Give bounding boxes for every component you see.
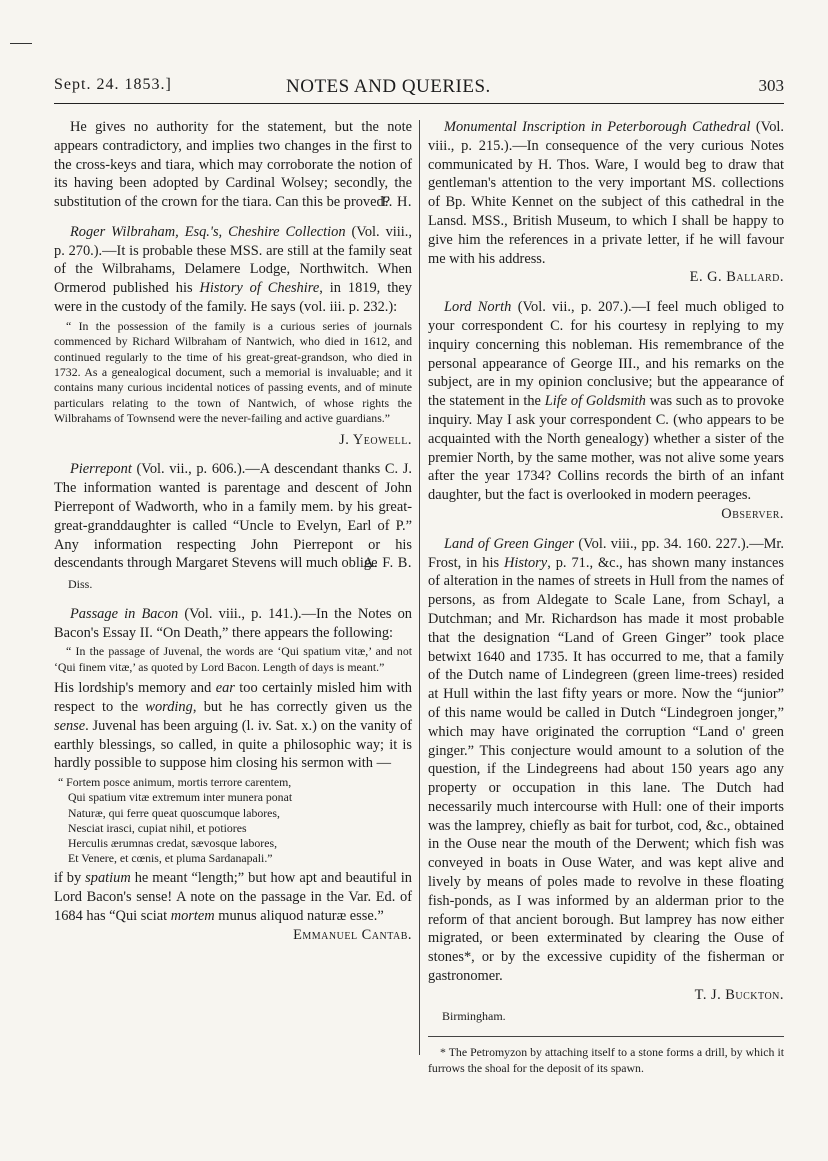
header-rule	[54, 103, 784, 104]
place-name: Birmingham.	[442, 1008, 506, 1023]
entry-lord-north	[428, 298, 784, 524]
verse-line: “ Fortem posce animum, mortis terrore carentem,	[58, 775, 292, 790]
issue-date: Sept. 24. 1853.]	[54, 76, 172, 93]
verse-line: Nesciat irasci, cupiat nihil, et potiores	[68, 820, 247, 835]
entry-heading: Roger Wilbraham, Esq.'s, Cheshire Collection	[70, 223, 346, 240]
entry-body: Pierrepont (Vol. vii., p. 606.).—A descendant thanks C. J. The information wanted is parentage and descent of John Pierrepont of Wadworth, who in a family mem. by his great-great-granddaughter is called “Uncle to Evelyn, Earl of P.” Any information respecting John Pierrepont or his descendants through Margaret Stevens will much oblige	[54, 461, 412, 572]
signature: A. F. B.	[363, 555, 412, 572]
signature: E. G. Ballard.	[689, 269, 784, 286]
entry-body: Land of Green Ginger (Vol. viii., pp. 34. 160. 227.).—Mr. Frost, in his History, p. 71., &c., has shown many instances of alteration in the names of streets in Hull from the names of persons, as from Aldegate to Scale Lane, from Schayl, a Dutchman; and Mr. Richardson has made it most probable that the designation “Land of Green Ginger” took place betwixt 1640 and 1735. It has occurred to me, that a family of the Dutch name of Lindegreen (green lime-trees) resided at Hull within the last fifty years or more. Now the “junior” of this name would be called in Dutch “Lindegroen jonger,” which may have originated the corruption “Land o' green ginger.” This conjecture would amount to a solution of the question, if the Lindegreens had about 150 years ago any property or occupation in this lane. The Dutch had necessarily much intercourse with Hull: one of their imports was the lamprey, chiefly as bait for turbot, cod, &c., obtained in the Ouse near the mouth of the Derwent; which fish was conveyed in boats in Ouse Water, and was kept alive and lively by means of poles made to revolve in these floating fish-ponds, as I was informed by an alderman prior to the reform of that ancient borough. But lamprey has now either migrated, or been exterminated by clearing the Ouse of stones*, or by the excessive cupidity of the fisherman or gastronomer.	[428, 535, 785, 985]
journal-title: NOTES AND QUERIES.	[286, 76, 491, 97]
entry-body: His lordship's memory and ear too certainly misled him with respect to the wording, but he has correctly given us the sense. Juvenal has been arguing (l. iv. Sat. x.) on the vanity of earthly blessings, so called, in quite a philosophic way; it is hardly possible to suppose him closing his sermon with —	[54, 680, 413, 772]
block-quote: “ In the possession of the family is a curious series of journals commenced by Richard Wilbraham of Nantwich, who died in 1612, and continued regularly to the time of his great-great-grandson, who died in 1732. As a genealogical document, such a memorial is invaluable; and it contains many curious incidental notices of passing events, and of minute particulars relating to the town of Nantwich, of whose rights the Wilbrahams of Townsend were the never-failing and active guardians.”	[54, 318, 412, 426]
entry-green-ginger	[428, 535, 784, 1026]
block-quote: “ In the passage of Juvenal, the words are ‘Qui spatium vitæ,’ and not ‘Qui finem vitæ,’ as quoted by Lord Bacon. Length of days is meant.”	[54, 644, 412, 674]
entry-body: He gives no authority for the statement, but the note appears contradictory, and implies two changes in the first to the cross-keys and tiara, which may corroborate the notion of its having been adopted by Cardinal Wolsey; secondly, the substitution of the crown for the tiara. Can this be proved?	[54, 119, 412, 211]
page-number: 303	[758, 76, 784, 95]
place-name: Diss.	[68, 576, 93, 591]
signature: F. H.	[381, 193, 412, 210]
book-title: History of Cheshire	[199, 280, 320, 297]
entry-heading: Lord North	[444, 299, 512, 316]
verse-line: Qui spatium vitæ extremum inter munera ponat	[68, 790, 293, 805]
signature: J. Yeowell.	[339, 431, 412, 448]
signature: T. J. Buckton.	[694, 986, 784, 1003]
entry-peterborough	[428, 118, 784, 287]
entry-wilbraham	[54, 223, 412, 450]
entry-body: Monumental Inscription in Peterborough Cathedral (Vol. viii., p. 215.).—In consequence of the very curious Notes communicated by H. Thos. Ware, I would beg to draw that gentleman's attention to the very important MS. collections of Bp. White Kennet on the subject of this cathedral in the Lansd. MSS., British Museum, to which I shall be happy to give him the references in a private letter, if he will favour me with his address.	[428, 119, 785, 267]
column-divider	[419, 120, 420, 1055]
footnote: * The Petromyzon by attaching itself to a stone forms a drill, by which it furrows the shoal for the deposit of its spawn.	[428, 1045, 784, 1075]
entry-heading: Land of Green Ginger	[444, 535, 574, 552]
signature: Observer.	[721, 505, 784, 522]
entry-bacon	[54, 605, 412, 945]
entry-body: Lord North (Vol. vii., p. 207.).—I feel much obliged to your correspondent C. for his courtesy in replying to my inquiry concerning this nobleman. His remembrance of the personal appearance of George III., and his remarks on the subject, are in my opinion conclusive; but the appearance of the statement in the Life of Goldsmith was such as to provoke inquiry. May I ask your correspondent C. (who appears to be acquainted with the North genealogy) whether a sister of the premier North, by the same mother, was not alive some years after the year 1734? Collins records the birth of an infant daughter, but the fact is overlooked in modern peerages.	[428, 299, 784, 504]
verse-line: Naturæ, qui ferre queat quoscumque labores,	[68, 805, 280, 820]
entry-heading: Pierrepont	[70, 461, 132, 478]
right-column	[428, 118, 784, 1076]
entry-body: Passage in Bacon (Vol. viii., p. 141.).—In the Notes on Bacon's Essay II. “On Death,” there appears the following:	[54, 605, 413, 641]
entry-cross-keys	[54, 118, 412, 212]
page-header	[54, 76, 784, 100]
latin-verse	[58, 775, 412, 866]
entry-pierrepont	[54, 460, 412, 593]
book-title: History	[504, 554, 548, 571]
signature: Emmanuel Cantab.	[293, 926, 412, 943]
verse-line: Et Venere, et cœnis, et pluma Sardanapali.”	[68, 851, 273, 866]
entry-body: if by spatium he meant “length;” but how apt and beautiful in Lord Bacon's sense! A note on the passage in the Var. Ed. of 1684 has “Qui sciat mortem munus aliquod naturæ esse.”	[54, 870, 412, 924]
entry-heading: Passage in Bacon	[70, 605, 179, 622]
entry-heading: Monumental Inscription in Peterborough Cathedral	[444, 119, 751, 135]
book-title: Life of Goldsmith	[544, 393, 646, 410]
margin-rule	[10, 43, 32, 44]
verse-line: Herculis ærumnas credat, sævosque labores,	[68, 835, 278, 850]
left-column	[54, 118, 412, 956]
entry-body: Roger Wilbraham, Esq.'s, Cheshire Collection (Vol. viii., p. 270.).—It is probable these MSS. are still at the family seat of the Wilbrahams, Delamere Lodge, Northwitch. When Ormerod published his History of Cheshire, in 1819, they were in the custody of the family. He says (vol. iii. p. 232.):	[54, 223, 412, 315]
footnote-rule	[428, 1036, 784, 1037]
